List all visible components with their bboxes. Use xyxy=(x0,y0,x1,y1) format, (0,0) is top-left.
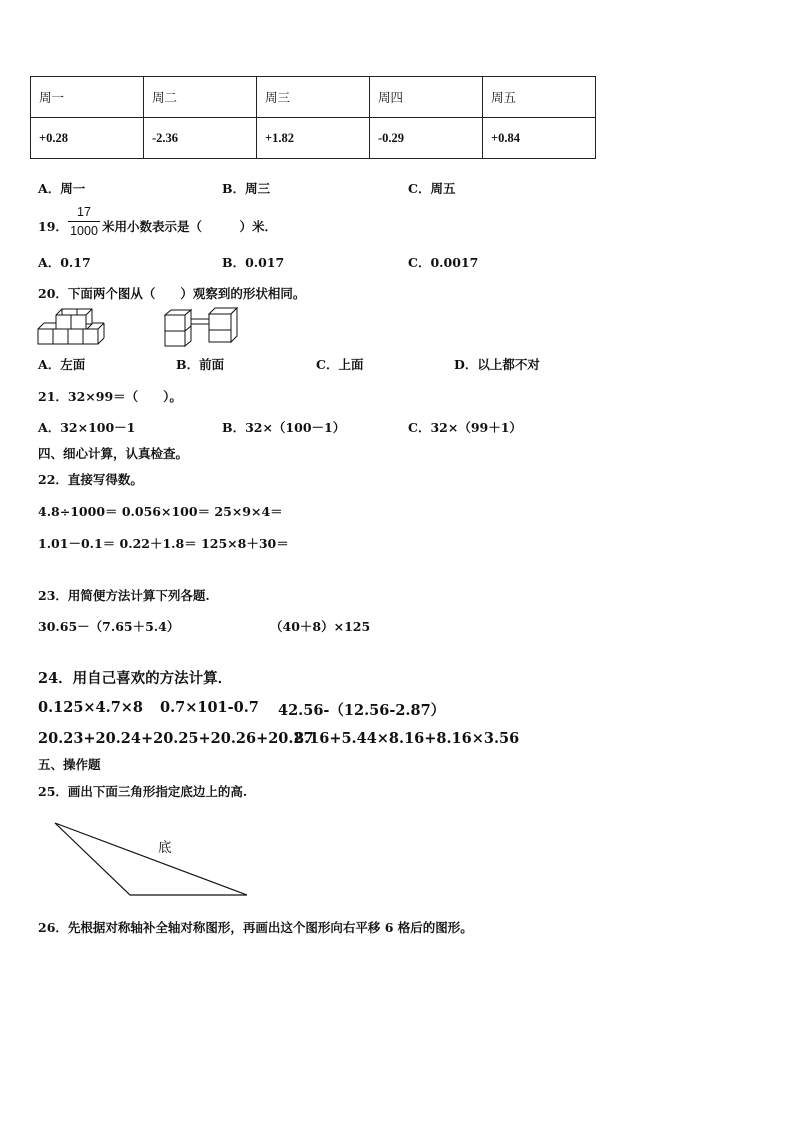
section-five-heading: 五、操作题 xyxy=(38,757,101,772)
q20-option-b: B．前面 xyxy=(176,357,225,372)
temperature-table xyxy=(30,76,596,159)
q26-text: 26．先根据对称轴补全轴对称图形，再画出这个图形向右平移 6 格后的图形。 xyxy=(38,920,473,935)
table-header-row xyxy=(31,77,596,118)
table-header-cell: 周一 xyxy=(31,77,144,118)
q21-option-c: C．32×（99＋1） xyxy=(408,420,522,435)
q21-text: 21．32×99＝（ ）。 xyxy=(38,389,182,404)
table-header-cell: 周四 xyxy=(370,77,483,118)
q18-option-a: A．周一 xyxy=(38,181,86,196)
section-four-heading: 四、细心计算，认真检查。 xyxy=(38,446,189,461)
fraction-denominator: 1000 xyxy=(70,224,98,238)
table-cell: +1.82 xyxy=(257,118,370,159)
q18-option-c: C．周五 xyxy=(408,181,456,196)
q21-option-b: B．32×（100－1） xyxy=(222,420,346,435)
table-cell: -0.29 xyxy=(370,118,483,159)
q22-line-1: 4.8÷1000＝ 0.056×100＝ 25×9×4＝ xyxy=(38,504,283,519)
q19-option-b: B．0.017 xyxy=(222,255,285,270)
q23-expression-1: 30.65－（7.65＋5.4） xyxy=(38,619,180,634)
q25-text: 25．画出下面三角形指定底边上的高. xyxy=(38,784,248,799)
table-cell: +0.84 xyxy=(483,118,596,159)
q19-option-a: A．0.17 xyxy=(38,255,91,270)
cube-figure-left xyxy=(36,305,110,347)
q23-expression-2: （40＋8）×125 xyxy=(270,619,371,634)
table-header-cell: 周二 xyxy=(144,77,257,118)
q24-expression-3: 42.56-（12.56-2.87） xyxy=(278,702,446,719)
table-header-cell: 周三 xyxy=(257,77,370,118)
q19-fraction xyxy=(68,205,100,238)
q21-option-a: A．32×100－1 xyxy=(38,420,136,435)
q22-line-2: 1.01－0.1＝ 0.22＋1.8＝ 125×8＋30＝ xyxy=(38,536,289,551)
table-header-cell: 周五 xyxy=(483,77,596,118)
triangle-figure xyxy=(50,818,255,900)
triangle-base-label: 底 xyxy=(158,840,172,856)
q20-text: 20．下面两个图从（ ）观察到的形状相同。 xyxy=(38,286,306,301)
q20-option-a: A．左面 xyxy=(38,357,86,372)
q24-expression-2: 0.7×101-0.7 xyxy=(160,699,259,716)
q23-text: 23．用简便方法计算下列各题. xyxy=(38,588,210,603)
q18-option-b: B．周三 xyxy=(222,181,271,196)
q22-text: 22．直接写得数。 xyxy=(38,472,143,487)
table-cell: +0.28 xyxy=(31,118,144,159)
q20-option-d: D．以上都不对 xyxy=(454,357,540,372)
q24-text: 24．用自己喜欢的方法计算． xyxy=(38,670,233,687)
cube-figure-right xyxy=(163,305,243,347)
q24-expression-4: 20.23+20.24+20.25+20.26+20.27 xyxy=(38,730,314,747)
q24-expression-5: 8.16+5.44×8.16+8.16×3.56 xyxy=(294,730,520,747)
q19-option-c: C．0.0017 xyxy=(408,255,479,270)
q19-number: 19． xyxy=(38,219,68,234)
q24-expression-1: 0.125×4.7×8 xyxy=(38,699,144,716)
q19-text: 米用小数表示是（ ）米． xyxy=(102,219,278,234)
table-row xyxy=(31,118,596,159)
table-cell: -2.36 xyxy=(144,118,257,159)
fraction-numerator: 17 xyxy=(68,205,100,222)
q20-option-c: C．上面 xyxy=(316,357,364,372)
